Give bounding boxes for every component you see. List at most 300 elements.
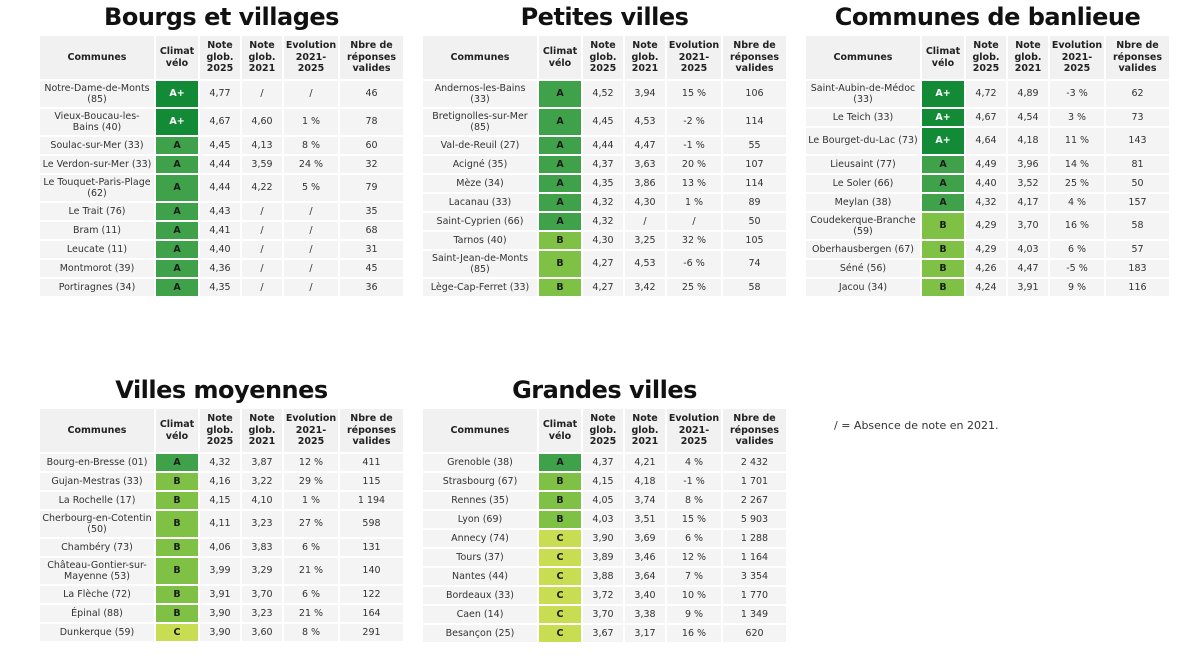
table-row — [806, 175, 1169, 192]
table-row — [423, 454, 786, 471]
reponses-count: 411 — [338, 454, 403, 471]
note-2021: 3,17 — [623, 625, 665, 642]
table-row — [40, 492, 403, 509]
note-2025: 4,44 — [198, 156, 240, 173]
note-2021: / — [240, 260, 282, 277]
note-2025: 4,72 — [964, 81, 1006, 107]
reponses-count: 1 770 — [721, 587, 786, 604]
note-2025: 4,49 — [964, 156, 1006, 173]
reponses-count: 106 — [721, 81, 786, 107]
header-note-2021: Note glob. 2021 — [240, 36, 282, 79]
header-note-2025: Note glob. 2025 — [581, 409, 623, 452]
reponses-count: 114 — [721, 109, 786, 135]
header-communes: Communes — [806, 36, 920, 79]
header-note-2025: Note glob. 2025 — [581, 36, 623, 79]
table-row — [40, 109, 403, 135]
evolution-value: / — [665, 213, 721, 230]
note-2025: 4,03 — [581, 511, 623, 528]
table-row — [40, 241, 403, 258]
note-2021: 4,89 — [1006, 81, 1048, 107]
evolution-value: 6 % — [665, 530, 721, 547]
commune-name: Chambéry (73) — [40, 539, 154, 556]
reponses-count: 35 — [338, 203, 403, 220]
table-row — [423, 156, 786, 173]
commune-name: Le Touquet-Paris-Plage (62) — [40, 175, 154, 201]
table-row — [40, 586, 403, 603]
climat-grade: C — [537, 568, 581, 585]
note-2025: 4,32 — [198, 454, 240, 471]
reponses-count: 32 — [338, 156, 403, 173]
note-2021: 4,03 — [1006, 241, 1048, 258]
table-row — [423, 606, 786, 623]
note-2021: 3,25 — [623, 232, 665, 249]
note-2021: 3,52 — [1006, 175, 1048, 192]
note-2025: 4,32 — [964, 194, 1006, 211]
header-communes: Communes — [40, 409, 154, 452]
commune-name: Tarnos (40) — [423, 232, 537, 249]
commune-name: Le Soler (66) — [806, 175, 920, 192]
evolution-value: 20 % — [665, 156, 721, 173]
note-2025: 4,44 — [581, 137, 623, 154]
note-2021: 3,86 — [623, 175, 665, 192]
note-2025: 4,40 — [964, 175, 1006, 192]
header-evolution: Evolution 2021-2025 — [1048, 36, 1104, 79]
header-note-2021: Note glob. 2021 — [1006, 36, 1048, 79]
commune-name: Strasbourg (67) — [423, 473, 537, 490]
note-2025: 4,06 — [198, 539, 240, 556]
note-2021: 3,70 — [1006, 213, 1048, 239]
header-reponses: Nbre de réponses valides — [721, 36, 786, 79]
evolution-value: 14 % — [1048, 156, 1104, 173]
reponses-count: 1 701 — [721, 473, 786, 490]
note-2021: 4,10 — [240, 492, 282, 509]
section-title: Petites villes — [520, 3, 689, 31]
table-row — [423, 175, 786, 192]
note-2025: 4,43 — [198, 203, 240, 220]
note-2021: 4,22 — [240, 175, 282, 201]
reponses-count: 3 354 — [721, 568, 786, 585]
note-2025: 4,64 — [964, 128, 1006, 154]
climat-grade: A — [537, 194, 581, 211]
commune-name: Besançon (25) — [423, 625, 537, 642]
commune-name: Cherbourg-en-Cotentin (50) — [40, 511, 154, 537]
section-title: Villes moyennes — [115, 376, 328, 404]
note-2025: 4,40 — [198, 241, 240, 258]
note-2021: 3,63 — [623, 156, 665, 173]
climat-grade: A+ — [154, 109, 198, 135]
note-2021: 3,22 — [240, 473, 282, 490]
table-row — [423, 81, 786, 107]
evolution-value: 8 % — [665, 492, 721, 509]
note-2021: / — [240, 241, 282, 258]
reponses-count: 60 — [338, 137, 403, 154]
header-reponses: Nbre de réponses valides — [338, 36, 403, 79]
header-note-2021: Note glob. 2021 — [623, 36, 665, 79]
header-evolution: Evolution 2021-2025 — [282, 409, 338, 452]
table-row — [40, 175, 403, 201]
note-2021: / — [240, 279, 282, 296]
commune-name: Leucate (11) — [40, 241, 154, 258]
commune-name: Saint-Aubin-de-Médoc (33) — [806, 81, 920, 107]
commune-name: Lège-Cap-Ferret (33) — [423, 279, 537, 296]
reponses-count: 1 349 — [721, 606, 786, 623]
climat-grade: A — [154, 175, 198, 201]
note-2021: 3,29 — [240, 558, 282, 584]
climat-grade: C — [537, 530, 581, 547]
evolution-value: -1 % — [665, 137, 721, 154]
reponses-count: 36 — [338, 279, 403, 296]
note-2021: 4,53 — [623, 251, 665, 277]
section-title: Grandes villes — [512, 376, 697, 404]
note-2025: 3,99 — [198, 558, 240, 584]
note-2025: 4,45 — [581, 109, 623, 135]
evolution-value: 10 % — [665, 587, 721, 604]
commune-name: Séné (56) — [806, 260, 920, 277]
section-title: Bourgs et villages — [104, 3, 339, 31]
header-note-2021: Note glob. 2021 — [240, 409, 282, 452]
climat-grade: A — [920, 175, 964, 192]
note-2021: 4,30 — [623, 194, 665, 211]
evolution-value: 16 % — [665, 625, 721, 642]
climat-grade: B — [154, 586, 198, 603]
commune-name: Le Verdon-sur-Mer (33) — [40, 156, 154, 173]
commune-name: Bourg-en-Bresse (01) — [40, 454, 154, 471]
climat-grade: B — [154, 511, 198, 537]
climat-grade: B — [154, 473, 198, 490]
table-row — [40, 473, 403, 490]
evolution-value: / — [282, 260, 338, 277]
note-2025: 3,90 — [198, 605, 240, 622]
table-row — [40, 558, 403, 584]
table-row — [40, 222, 403, 239]
ranking-table — [40, 407, 403, 643]
evolution-value: 24 % — [282, 156, 338, 173]
header-evolution: Evolution 2021-2025 — [665, 36, 721, 79]
commune-name: Château-Gontier-sur-Mayenne (53) — [40, 558, 154, 584]
header-note-2025: Note glob. 2025 — [198, 409, 240, 452]
note-2021: 4,54 — [1006, 109, 1048, 126]
commune-name: Portiragnes (34) — [40, 279, 154, 296]
reponses-count: 116 — [1104, 279, 1169, 296]
note-2021: 4,13 — [240, 137, 282, 154]
note-2025: 4,45 — [198, 137, 240, 154]
reponses-count: 50 — [1104, 175, 1169, 192]
reponses-count: 1 164 — [721, 549, 786, 566]
table-row — [40, 624, 403, 641]
commune-name: Le Teich (33) — [806, 109, 920, 126]
reponses-count: 81 — [1104, 156, 1169, 173]
note-2025: 4,27 — [581, 251, 623, 277]
note-2025: 4,37 — [581, 156, 623, 173]
evolution-value: 29 % — [282, 473, 338, 490]
table-row — [40, 605, 403, 622]
section-grandes-villes — [423, 373, 786, 644]
commune-name: Vieux-Boucau-les-Bains (40) — [40, 109, 154, 135]
table-row — [40, 539, 403, 556]
climat-grade: A+ — [920, 81, 964, 107]
evolution-value: 4 % — [665, 454, 721, 471]
table-row — [423, 251, 786, 277]
note-2021: 3,69 — [623, 530, 665, 547]
commune-name: Le Trait (76) — [40, 203, 154, 220]
note-2025: 4,52 — [581, 81, 623, 107]
reponses-count: 143 — [1104, 128, 1169, 154]
note-2021: 3,91 — [1006, 279, 1048, 296]
table-row — [806, 128, 1169, 154]
commune-name: Annecy (74) — [423, 530, 537, 547]
ranking-table — [423, 407, 786, 644]
header-note-2021: Note glob. 2021 — [623, 409, 665, 452]
reponses-count: 291 — [338, 624, 403, 641]
header-climat-velo: Climat vélo — [537, 36, 581, 79]
climat-grade: A — [537, 137, 581, 154]
commune-name: Lieusaint (77) — [806, 156, 920, 173]
table-row — [806, 260, 1169, 277]
reponses-count: 89 — [721, 194, 786, 211]
climat-grade: A — [154, 241, 198, 258]
note-2021: 3,23 — [240, 511, 282, 537]
section-bourgs-villages — [40, 0, 403, 298]
note-2025: 4,27 — [581, 279, 623, 296]
note-2025: 4,32 — [581, 194, 623, 211]
note-2021: 3,40 — [623, 587, 665, 604]
commune-name: Montmorot (39) — [40, 260, 154, 277]
note-2021: 3,83 — [240, 539, 282, 556]
reponses-count: 45 — [338, 260, 403, 277]
climat-grade: C — [537, 625, 581, 642]
note-2021: 4,47 — [1006, 260, 1048, 277]
evolution-value: 6 % — [282, 586, 338, 603]
note-2021: 4,17 — [1006, 194, 1048, 211]
header-reponses: Nbre de réponses valides — [338, 409, 403, 452]
evolution-value: 12 % — [665, 549, 721, 566]
note-2021: 3,59 — [240, 156, 282, 173]
commune-name: La Rochelle (17) — [40, 492, 154, 509]
climat-grade: C — [537, 549, 581, 566]
header-note-2025: Note glob. 2025 — [964, 36, 1006, 79]
evolution-value: -2 % — [665, 109, 721, 135]
climat-grade: A — [154, 454, 198, 471]
commune-name: Caen (14) — [423, 606, 537, 623]
note-2025: 4,36 — [198, 260, 240, 277]
commune-name: Meylan (38) — [806, 194, 920, 211]
reponses-count: 5 903 — [721, 511, 786, 528]
evolution-value: 1 % — [665, 194, 721, 211]
reponses-count: 55 — [721, 137, 786, 154]
climat-grade: A — [920, 194, 964, 211]
climat-grade: A — [154, 279, 198, 296]
evolution-value: 13 % — [665, 175, 721, 192]
commune-name: Jacou (34) — [806, 279, 920, 296]
note-2021: 4,21 — [623, 454, 665, 471]
note-2025: 4,11 — [198, 511, 240, 537]
table-row — [806, 194, 1169, 211]
table-row — [423, 568, 786, 585]
ranking-table — [806, 34, 1169, 298]
commune-name: Mèze (34) — [423, 175, 537, 192]
note-2025: 4,32 — [581, 213, 623, 230]
evolution-value: 6 % — [282, 539, 338, 556]
reponses-count: 1 288 — [721, 530, 786, 547]
note-2025: 3,90 — [581, 530, 623, 547]
note-2025: 4,29 — [964, 241, 1006, 258]
evolution-value: 21 % — [282, 605, 338, 622]
reponses-count: 107 — [721, 156, 786, 173]
header-climat-velo: Climat vélo — [920, 36, 964, 79]
table-row — [806, 279, 1169, 296]
table-row — [40, 279, 403, 296]
commune-name: Lacanau (33) — [423, 194, 537, 211]
table-row — [806, 81, 1169, 107]
climat-grade: A — [537, 213, 581, 230]
ranking-table — [40, 34, 403, 298]
reponses-count: 1 194 — [338, 492, 403, 509]
evolution-value: 25 % — [1048, 175, 1104, 192]
note-2021: 4,60 — [240, 109, 282, 135]
reponses-count: 57 — [1104, 241, 1169, 258]
note-2021: 4,47 — [623, 137, 665, 154]
header-climat-velo: Climat vélo — [154, 409, 198, 452]
evolution-value: 27 % — [282, 511, 338, 537]
note-2025: 4,37 — [581, 454, 623, 471]
commune-name: Lyon (69) — [423, 511, 537, 528]
note-2025: 4,26 — [964, 260, 1006, 277]
climat-grade: B — [920, 260, 964, 277]
reponses-count: 157 — [1104, 194, 1169, 211]
commune-name: Grenoble (38) — [423, 454, 537, 471]
section-title: Communes de banlieue — [834, 3, 1141, 31]
note-2021: / — [623, 213, 665, 230]
climat-grade: B — [537, 232, 581, 249]
climat-grade: B — [920, 213, 964, 239]
evolution-value: / — [282, 279, 338, 296]
commune-name: Tours (37) — [423, 549, 537, 566]
header-evolution: Evolution 2021-2025 — [282, 36, 338, 79]
climat-grade: A — [154, 260, 198, 277]
commune-name: Andernos-les-Bains (33) — [423, 81, 537, 107]
note-2021: / — [240, 203, 282, 220]
climat-grade: A — [154, 222, 198, 239]
evolution-value: 3 % — [1048, 109, 1104, 126]
commune-name: Bordeaux (33) — [423, 587, 537, 604]
note-2021: 3,23 — [240, 605, 282, 622]
reponses-count: 58 — [1104, 213, 1169, 239]
table-row — [40, 156, 403, 173]
note-2025: 4,15 — [198, 492, 240, 509]
climat-grade: B — [154, 492, 198, 509]
note-2025: 4,67 — [198, 109, 240, 135]
commune-name: Saint-Cyprien (66) — [423, 213, 537, 230]
climat-grade: B — [537, 511, 581, 528]
header-communes: Communes — [423, 409, 537, 452]
reponses-count: 50 — [721, 213, 786, 230]
evolution-value: 15 % — [665, 511, 721, 528]
evolution-value: 32 % — [665, 232, 721, 249]
evolution-value: 12 % — [282, 454, 338, 471]
reponses-count: 31 — [338, 241, 403, 258]
note-2025: 4,24 — [964, 279, 1006, 296]
reponses-count: 115 — [338, 473, 403, 490]
table-row — [423, 213, 786, 230]
note-2021: 3,38 — [623, 606, 665, 623]
evolution-value: 21 % — [282, 558, 338, 584]
note-2021: 3,70 — [240, 586, 282, 603]
header-communes: Communes — [40, 36, 154, 79]
table-row — [423, 511, 786, 528]
header-reponses: Nbre de réponses valides — [1104, 36, 1169, 79]
note-2025: 3,72 — [581, 587, 623, 604]
note-2025: 4,77 — [198, 81, 240, 107]
evolution-value: / — [282, 222, 338, 239]
note-2025: 3,91 — [198, 586, 240, 603]
note-2021: 3,87 — [240, 454, 282, 471]
note-2025: 4,16 — [198, 473, 240, 490]
note-2025: 4,30 — [581, 232, 623, 249]
evolution-value: -6 % — [665, 251, 721, 277]
commune-name: Coudekerque-Branche (59) — [806, 213, 920, 239]
evolution-value: 5 % — [282, 175, 338, 201]
table-row — [423, 549, 786, 566]
climat-grade: B — [537, 279, 581, 296]
table-row — [423, 279, 786, 296]
note-2021: 3,46 — [623, 549, 665, 566]
note-2025: 4,05 — [581, 492, 623, 509]
header-reponses: Nbre de réponses valides — [721, 409, 786, 452]
climat-grade: A — [154, 203, 198, 220]
evolution-value: 25 % — [665, 279, 721, 296]
table-row — [40, 203, 403, 220]
table-row — [806, 109, 1169, 126]
reponses-count: 105 — [721, 232, 786, 249]
evolution-value: 16 % — [1048, 213, 1104, 239]
reponses-count: 114 — [721, 175, 786, 192]
note-2021: 3,74 — [623, 492, 665, 509]
climat-grade: A+ — [920, 109, 964, 126]
commune-name: Dunkerque (59) — [40, 624, 154, 641]
reponses-count: 62 — [1104, 81, 1169, 107]
table-row — [423, 530, 786, 547]
note-2025: 3,70 — [581, 606, 623, 623]
table-row — [423, 137, 786, 154]
note-2025: 3,67 — [581, 625, 623, 642]
table-row — [423, 109, 786, 135]
evolution-value: 1 % — [282, 492, 338, 509]
note-2021: 4,18 — [1006, 128, 1048, 154]
evolution-value: 11 % — [1048, 128, 1104, 154]
climat-grade: C — [154, 624, 198, 641]
note-2025: 3,88 — [581, 568, 623, 585]
section-petites-villes — [423, 0, 786, 298]
evolution-value: 8 % — [282, 137, 338, 154]
climat-grade: C — [537, 606, 581, 623]
evolution-value: 9 % — [665, 606, 721, 623]
climat-grade: A — [920, 156, 964, 173]
note-2021: 4,18 — [623, 473, 665, 490]
note-2021: 3,42 — [623, 279, 665, 296]
reponses-count: 598 — [338, 511, 403, 537]
note-2021: 3,51 — [623, 511, 665, 528]
climat-grade: B — [920, 279, 964, 296]
note-2021: 3,94 — [623, 81, 665, 107]
reponses-count: 74 — [721, 251, 786, 277]
climat-grade: A — [537, 109, 581, 135]
commune-name: Soulac-sur-Mer (33) — [40, 137, 154, 154]
climat-grade: A+ — [154, 81, 198, 107]
commune-name: Nantes (44) — [423, 568, 537, 585]
climat-grade: B — [154, 558, 198, 584]
climat-grade: A — [154, 137, 198, 154]
note-2025: 4,35 — [198, 279, 240, 296]
